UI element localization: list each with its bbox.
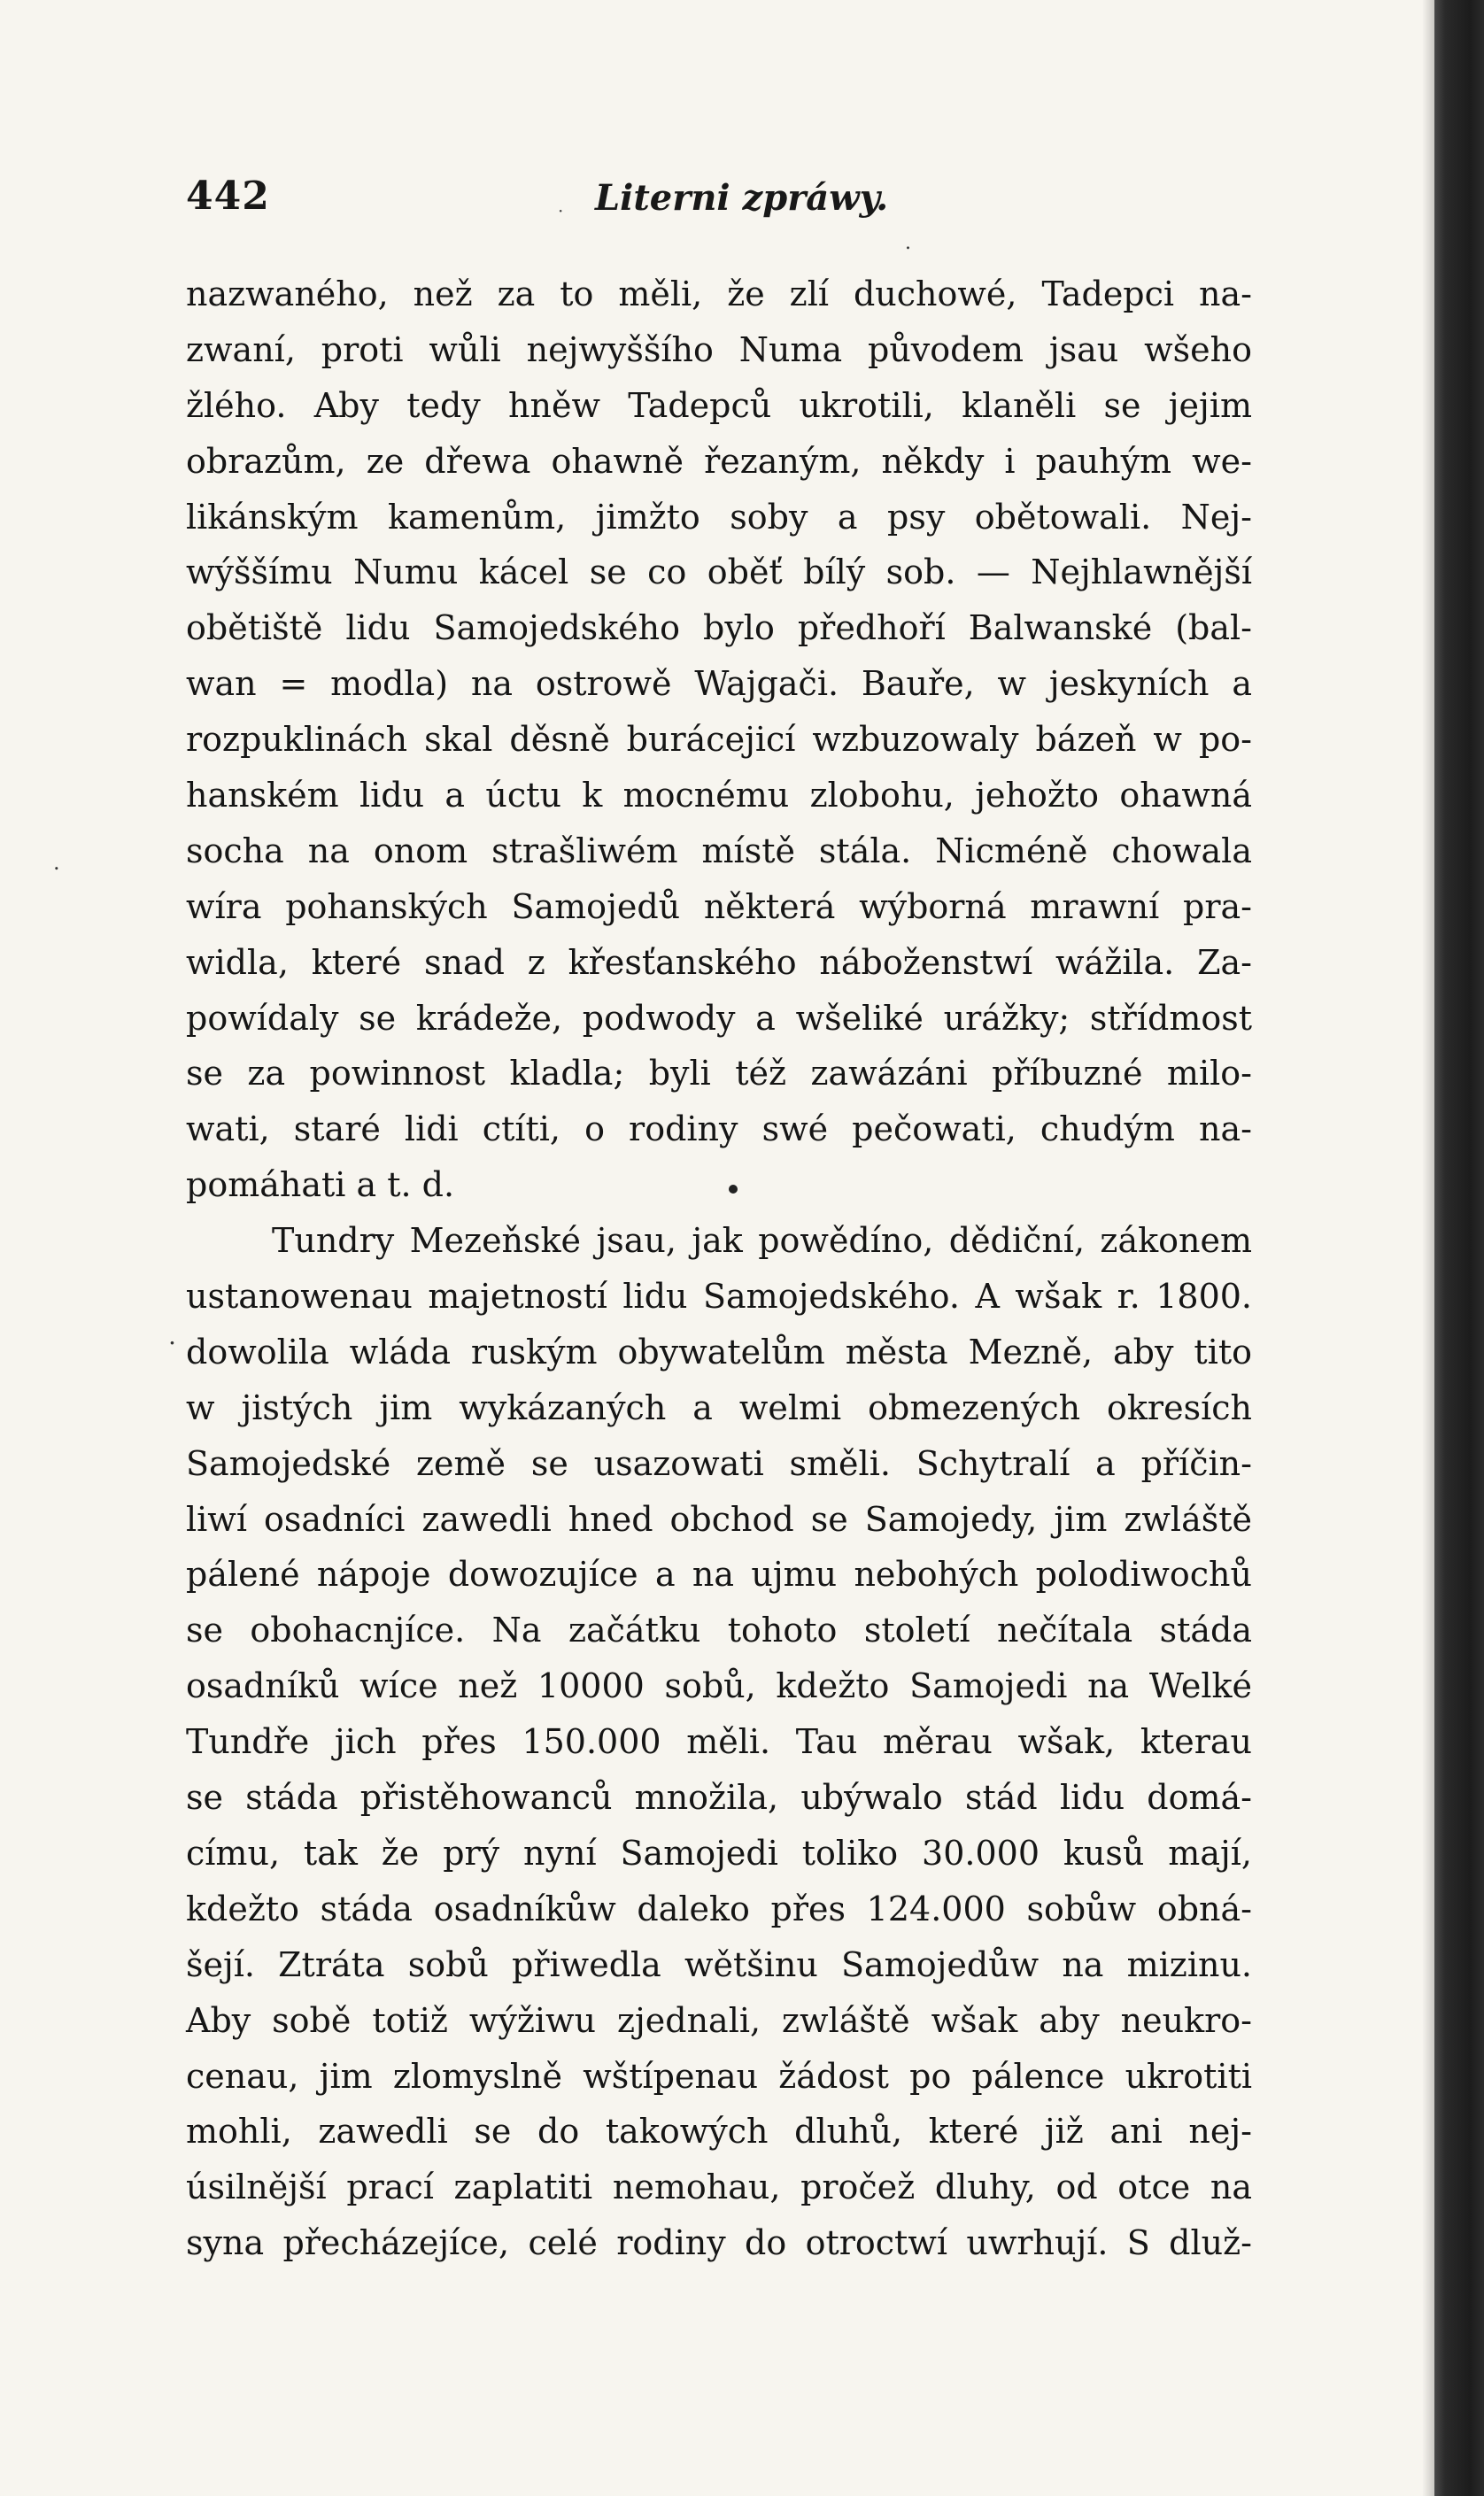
text-line: wati, staré lidi ctíti, o rodiny swé pečowati, chudým na-: [186, 1109, 1252, 1149]
text-line: se obohacnjíce. Na začátku tohoto století nečítala stáda: [186, 1611, 1252, 1650]
text-line: mohli, zawedli se do takowých dluhů, které již ani nej-: [186, 2112, 1252, 2152]
text-line: powídaly se krádeže, podwody a wšeliké urážky; střídmost: [186, 998, 1252, 1038]
text-line: widla, které snad z křesťanského náboženstwí wážila. Za-: [186, 942, 1252, 982]
page-body-text: [186, 267, 1252, 2271]
running-title: Literni zpráwy.: [595, 177, 889, 219]
text-line: ustanowenau majetností lidu Samojedského. A wšak r. 1800.: [186, 1277, 1252, 1317]
margin-speck-mark: .: [168, 1321, 176, 1350]
text-line: syna přecházejíce, celé rodiny do otroctwí uwrhují. S dluž-: [186, 2223, 1252, 2263]
text-line: Samojedské země se usazowati směli. Schytralí a příčin-: [186, 1443, 1252, 1483]
text-line: likánským kamenům, jimžto soby a psy obětowali. Nej-: [186, 497, 1252, 537]
text-line: pálené nápoje dowozujíce a na ujmu nebohých polodiwochů: [186, 1555, 1252, 1595]
text-line: címu, tak že prý nyní Samojedi toliko 30.000 kusů mají,: [186, 1833, 1252, 1873]
text-line: hanském lidu a úctu k mocnému zlobohu, jehožto ohawná: [186, 776, 1252, 815]
text-line: osadníků wíce než 10000 sobů, kdežto Samojedi na Welké: [186, 1666, 1252, 1706]
text-line: Tundře jich přes 150.000 měli. Tau měrau wšak, kterau: [186, 1722, 1252, 1762]
text-line: obrazům, ze dřewa ohawně řezaným, někdy i pauhým we-: [186, 441, 1252, 481]
margin-speck-mark: .: [53, 850, 60, 875]
margin-speck-mark: .: [905, 232, 911, 254]
page-edge-shade: [1422, 0, 1434, 2496]
text-line: Aby sobě totiž wýžiwu zjednali, zwláště wšak aby neukro-: [186, 2000, 1252, 2040]
text-line: žlého. Aby tedy hněw Tadepců ukrotili, klaněli se jejim: [186, 385, 1252, 425]
text-line: dowolila wláda ruským obywatelům města Mezně, aby tito: [186, 1332, 1252, 1372]
text-line: wan = modla) na ostrowě Wajgači. Bauře, w jeskyních a: [186, 664, 1252, 704]
page-number: 442: [186, 174, 270, 219]
text-line: kdežto stáda osadníkůw daleko přes 124.000 sobůw obná-: [186, 1889, 1252, 1928]
text-line: w jistých jim wykázaných a welmi obmezených okresích: [186, 1387, 1252, 1427]
ink-speck-mark: [729, 1185, 738, 1194]
header-separator-dot: ·: [558, 200, 564, 221]
text-line: šejí. Ztráta sobů přiwedla wětšinu Samojedůw na mizinu.: [186, 1944, 1252, 1984]
text-line: zwaní, proti wůli nejwyššího Numa původem jsau wšeho: [186, 329, 1252, 369]
paragraph-end-line: pomáhati a t. d.: [186, 1165, 455, 1205]
paragraph-start-line: Tundry Mezeňské jsau, jak powědíno, dědiční, zákonem: [272, 1221, 1252, 1261]
text-line: socha na onom strašliwém místě stála. Nicméně chowala: [186, 831, 1252, 870]
text-line: wíra pohanských Samojedů některá wýborná mrawní pra-: [186, 886, 1252, 926]
text-line: obětiště lidu Samojedského bylo předhoří Balwanské (bal-: [186, 608, 1252, 648]
text-line: nazwaného, než za to měli, že zlí duchowé, Tadepci na-: [186, 274, 1252, 313]
text-line: rozpuklinách skal děsně burácejicí wzbuzowaly bázeň w po-: [186, 720, 1252, 760]
text-line: úsilnější prací zaplatiti nemohau, pročež dluhy, od otce na: [186, 2168, 1252, 2207]
text-line: se za powinnost kladla; byli též zawázáni příbuzné milo-: [186, 1054, 1252, 1093]
text-line: cenau, jim zlomyslně wštípenau žádost po pálence ukrotiti: [186, 2056, 1252, 2096]
scan-edge-shadow: [1434, 0, 1484, 2496]
text-line: liwí osadníci zawedli hned obchod se Samojedy, jim zwláště: [186, 1499, 1252, 1539]
text-line: wýššímu Numu kácel se co oběť bílý sob. — Nejhlawnější: [186, 553, 1252, 592]
page-header: [186, 174, 1252, 236]
text-line: se stáda přistěhowanců množila, ubýwalo stád lidu domá-: [186, 1778, 1252, 1818]
